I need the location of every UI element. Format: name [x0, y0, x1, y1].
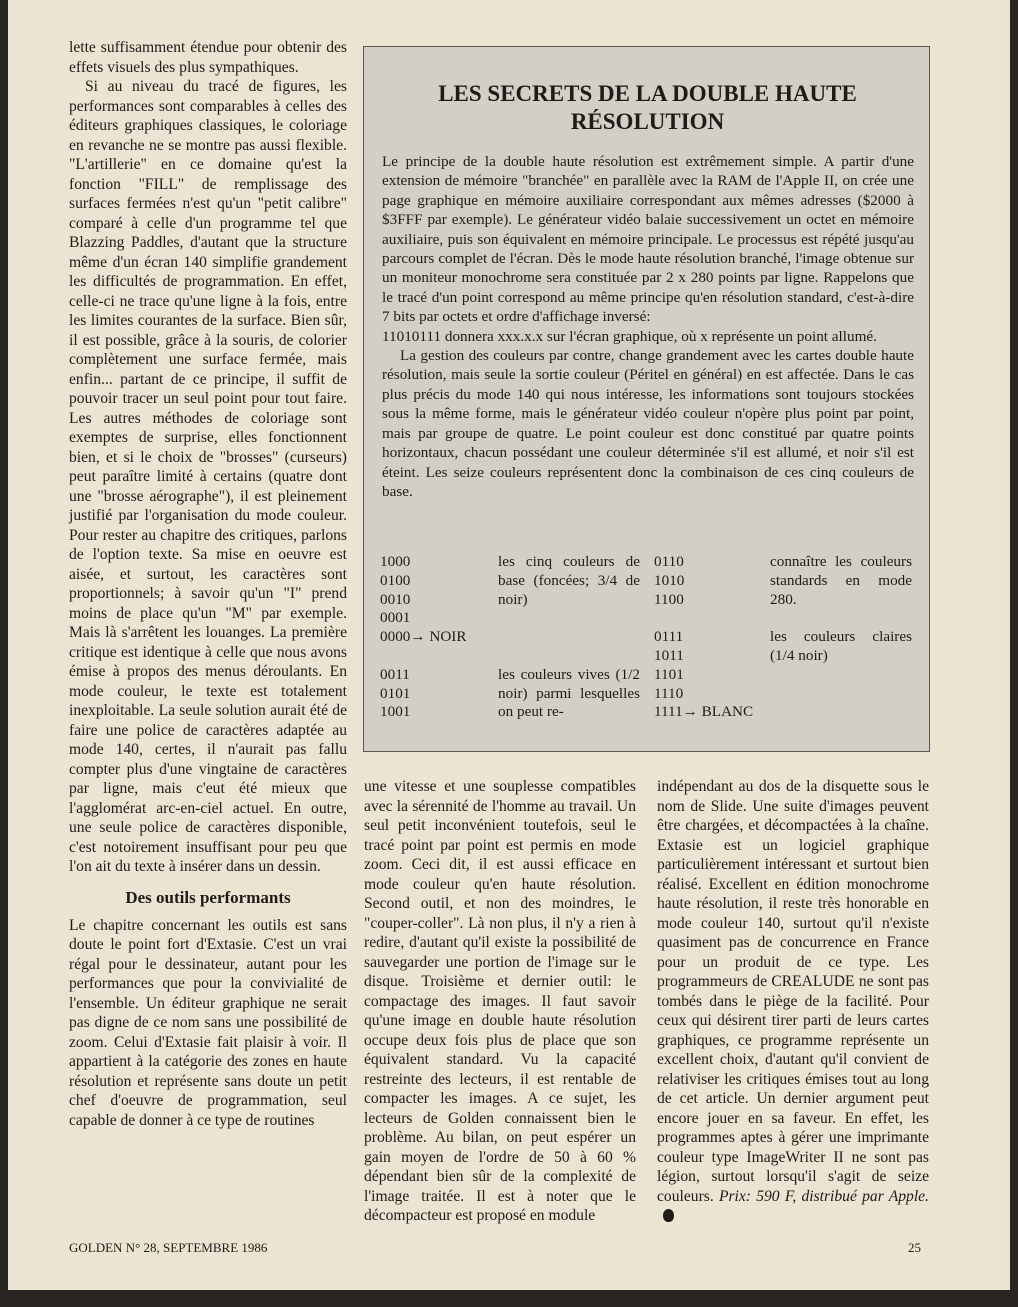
- code-line: 0111: [654, 628, 684, 646]
- magazine-page: [8, 0, 1010, 1290]
- paragraph: une vitesse et une souplesse compatibles avec la sérennité de l'homme au travail. Un seul petit inconvénient toutefois, seul le tracé point par point est permis en mode zoom. Ceci dit, il est aussi efficace en mode couleur qu'en haute résolution. Second outil, et non des moindres, le "couper-coller". Là non plus, il n'y a rien à redire, d'autant qu'il existe la possibilité de sauvegarder une portion de l'image sur le disque. Troisième et dernier outil: le compactage des images. Il faut savoir qu'une image en double haute résolution occupe deux fois plus de place que son équivalent standard. Vu la capacité restreinte des lecteurs, il est rentable de compacter les images. A ce sujet, les lecteurs de Golden connaissent bien le problème. Au bilan, on peut espérer un gain moyen de l'ordre de 50 à 60 % dépendant bien sûr de la complexité de l'image traitée. Il est à noter que le décompacteur est proposé en module: [364, 778, 636, 1224]
- code-line: 1110: [654, 684, 684, 702]
- article-column-1: [69, 38, 347, 1130]
- sidebar-box: [363, 46, 930, 752]
- note-standard: connaître les couleurs standards en mode 280.: [770, 553, 912, 608]
- paragraph: Le principe de la double haute résolution est extrêmement simple. A partir d'une extension de mémoire "branchée" en parallèle avec la RAM de l'Apple II, on crée une page graphique en mémoire auxiliaire correspondant aux mêmes adresses ($2000 à $3FFF par exemple). Le générateur vidéo balaie successivement un octet en mémoire auxiliaire, puis son équivalent en mémoire principale. Le processus est répété jusqu'au parcours complet de l'écran. Dès le mode haute résolution branché, l'image obtenue sur un moniteur monochrome sera constituée par 2 x 280 points par ligne. Rappelons que le tracé d'un point correspond au même principe qu'en résolution standard, c'est-à-dire 7 bits par octets et ordre d'affichage inversé:: [382, 153, 914, 326]
- color-notes-right: [770, 553, 912, 666]
- code-line: 0010: [380, 590, 411, 608]
- paragraph: lette suffisamment étendue pour obtenir des effets visuels des plus sympathiques.: [69, 39, 347, 76]
- footer-issue: GOLDEN N° 28, SEPTEMBRE 1986: [69, 1240, 268, 1255]
- page-number: 25: [908, 1240, 921, 1255]
- color-codes-standard: [654, 553, 764, 722]
- code-line: 0101: [380, 684, 411, 702]
- code-line: 1010: [654, 571, 685, 589]
- note-claires: les couleurs claires (1/4 noir): [770, 628, 912, 664]
- article-column-2: [364, 777, 636, 1226]
- code-line: 0000→ NOIR: [380, 628, 467, 646]
- code-line: 0110: [654, 553, 684, 570]
- paragraph-text: indépendant au dos de la disquette sous le nom de Slide. Une suite d'images peuvent être chargées, et décompactées à la chaîne. Extasie est un logiciel graphique particulièrement intéressant et surtout bien réalisé. Excellent en édition monochrome haute résolution, il reste très honorable en mode couleur 140, surtout qu'il n'existe quasiment pas de concurrence en France pour un produit de ce type. Les programmeurs de CREALUDE ne sont pas tombés dans le piège de la facilité. Pour ceux qui désirent tirer parti de leurs cartes graphiques, ce programme représente un excellent choix, d'autant qu'il convient de relativiser les critiques émises tout au long de cet article. Un dernier argument peut encore jouer en sa faveur. En effet, les programmes aptes à gérer une imprimante couleur type ImageWriter II ne sont pas légion, surtout lorsqu'il s'agit de seize couleurs.: [657, 778, 929, 1205]
- code-line: 0011: [380, 665, 410, 683]
- price-line: Prix: 590 F, distribué par Apple.: [718, 1187, 929, 1205]
- code-line: 1000: [380, 553, 411, 570]
- paragraph: [657, 777, 929, 1226]
- paragraph: Si au niveau du tracé de figures, les performances sont comparables à celles des éditeurs graphiques classiques, le coloriage en revanche ne se montre pas aussi flexible. "L'artillerie" en ce domaine qu'est la fonction "FILL" de remplissage des surfaces fermées n'est qu'un "petit calibre" comparé à celle d'un programme tel que Blazzing Paddles, d'autant que la structure même d'un écran 140 simplifie grandement les difficultés de programmation. En effet, celle-ci ne trace qu'une ligne à la fois, entre les limites courantes de la surface. Bien sûr, il est possible, grâce à la souris, de colorier complètement une surface fermée, mais enfin... partant de ce principe, il suffit de pouvoir tracer un seul point pour tout faire. Les autres méthodes de coloriage sont exemptes de surprise, elles fonctionnent bien, et si le choix de "brosses" (curseurs) peut paraître limité à certains (quatre dont une "brosse aérographe"), il est pleinement justifié par l'organisation du mode couleur. Pour rester au chapitre des critiques, parlons de l'option texte. Sa mise en oeuvre est aisée, et surtout, les caractères sont proportionnels; à savoir qu'un "I" prend moins de place qu'un "M" par exemple. Mais là s'arrêtent les louanges. La première critique est identique à celle que nous avons émise à propos des menus déroulants. En mode couleur, le texte est totalement inexploitable. La seule solution aurait été de faire une police de caractères adaptée au mode 140, certes, il n'aurait pas fallu compter plus d'une vingtaine de caractères par ligne, mais c'eut été mieux que l'agglomérat arc-en-ciel actuel. En outre, une seule police de caractères disponible, c'est notoirement insuffisant pour peu que l'on ait du texte à insérer dans un dessin.: [69, 78, 347, 875]
- color-codes-base: [380, 553, 490, 722]
- code-line: 1001: [380, 703, 411, 721]
- color-notes-left: [498, 553, 640, 722]
- paragraph: Le chapitre concernant les outils est sans doute le point fort d'Extasie. C'est un vrai régal pour le dessinateur, autant pour les performances que pour la convivialité de l'ensemble. Un éditeur graphique ne serait pas digne de ce nom sans une possibilité de zoom. Celui d'Extasie fait plaisir à voir. Il appartient à la catégorie des zones en haute résolution et représente sans doute un petit chef d'oeuvre de programmation, seul capable de donner à ce type de routines: [69, 916, 347, 1129]
- code-line: 1101: [654, 665, 684, 683]
- note-vives: les couleurs vives (1/2 noir) parmi lesquelles on peut re-: [498, 665, 640, 721]
- sidebar-title: LES SECRETS DE LA DOUBLE HAUTE RÉSOLUTION: [438, 81, 857, 134]
- sidebar-body: [382, 152, 914, 501]
- section-heading: Des outils performants: [125, 887, 291, 907]
- article-column-3: [657, 777, 929, 1226]
- paragraph: La gestion des couleurs par contre, change grandement avec les cartes double haute résolution, mais seule la sortie couleur (Péritel en général) en est affectée. Dans le cas plus précis du mode 140 qui nous intéresse, les informations sont toujours stockées sous la même forme, mais le générateur vidéo couleur n'opère plus point par point, mais par groupe de quatre. Le point couleur est donc constitué par quatre points horizontaux, chacun possédant une couleur déterminée s'il est allumé, et noir s'il est éteint. Les seize couleurs représentent donc la combinaison de ces cinq couleurs de base.: [382, 347, 914, 500]
- apple-end-mark-icon: [663, 1209, 674, 1222]
- note-base: les cinq couleurs de base (foncées; 3/4 de noir): [498, 553, 640, 608]
- code-line: 1011: [654, 646, 684, 664]
- code-line: 0100: [380, 571, 411, 589]
- paragraph: 11010111 donnera xxx.x.x sur l'écran graphique, où x représente un point allumé.: [382, 327, 877, 345]
- code-line: 1100: [654, 590, 684, 608]
- code-line: 1111→ BLANC: [654, 703, 754, 721]
- code-line: 0001: [380, 609, 411, 627]
